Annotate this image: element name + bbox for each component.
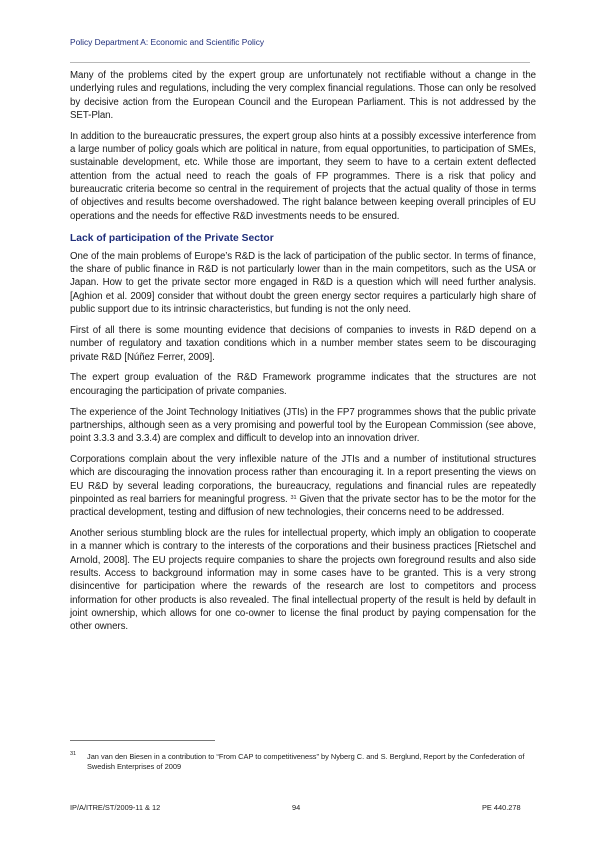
paragraph: The experience of the Joint Technology Initiatives (JTIs) in the FP7 programmes shows that the public private partnerships, although seen as a very promising and powerful tool by the European Commission (see above, point 3.3.3 and 3.3.4) are complex and difficult to develop into an innovation driver.	[70, 406, 536, 445]
footnote	[70, 752, 538, 772]
paragraph-with-footnote	[70, 453, 536, 519]
paragraph-text: Given that the private sector has to be the motor for the practical development, testing and diffusion of new technologies, their concerns need to be addressed.	[70, 493, 536, 519]
paragraph: First of all there is some mounting evidence that decisions of companies to invests in R&D depend on a number of regulatory and taxation conditions which in a number member states seem to be discouraging private R&D [Núñez Ferrer, 2009].	[70, 324, 536, 363]
footnote-text: Jan van den Biesen in a contribution to “From CAP to competitiveness” by Nyberg C. and S. Berglund, Report by the Confederation of Swedish Enterprises of 2009	[87, 752, 525, 771]
main-content	[70, 69, 536, 641]
section-heading: Lack of participation of the Private Sector	[70, 232, 274, 244]
page-number: 94	[292, 803, 301, 812]
paragraph: Many of the problems cited by the expert group are unfortunately not rectifiable without a change in the underlying rules and regulations, including the very complex financial regulations. Those can only be resolved by decisive action from the European Council and the European Parliament. This is not addressed by the SET-Plan.	[70, 70, 536, 121]
header-divider	[70, 62, 530, 63]
paragraph: The expert group evaluation of the R&D Framework programme indicates that the structures are not encouraging the participation of private companies.	[70, 372, 536, 397]
footnote-divider	[70, 740, 215, 741]
paragraph: In addition to the bureaucratic pressures, the expert group also hints at a possibly excessive interference from a large number of policy goals which are political in nature, from equal opportunities, to participation of SMEs, sustainable development, etc. While those are important, they seem to have to a certain extent deflected attention from the actual need to reach the goals of FP programmes. There is a risk that policy and bureaucratic criteria become so central in the requirement of projects that the actual quality of those in terms of objectives and results become overshadowed. The right balance between keeping overall principles of EU operations and the needs for effective R&D investments needs to be ensured.	[70, 130, 536, 222]
paragraph: One of the main problems of Europe’s R&D is the lack of participation of the public sector. In terms of finance, the share of public finance in R&D is not particularly lower than in the main competitors, such as the USA or Japan. How to get the private sector more engaged in R&D is a question which will need further analysis. [Aghion et al. 2009] consider that without doubt the green energy sector requires a particularly high share of public support due to its intrinsic characteristics, but funding is not the only need.	[70, 250, 536, 316]
footnote-marker[interactable]: 31	[290, 494, 297, 501]
paragraph-text: Corporations complain about the very inflexible nature of the JTIs and a number of institutional structures which are discouraging the innovation process rather than encouraging it. In a report presenting the views on EU R&D by several leading corporations, the bureaucracy, regulations and financial rules are repeatedly pinpointed as real barriers for meaningful progress.	[70, 454, 536, 505]
footer-pe-number: PE 440.278	[482, 803, 521, 812]
running-header: Policy Department A: Economic and Scientific Policy	[70, 37, 265, 47]
paragraph: Another serious stumbling block are the rules for intellectual property, which imply an obligation to cooperate in a manner which is contrary to the interests of the corporations and their business practices [Rietschel and Arnold, 2008]. The EU projects require companies to share the projects own foreground results and also side results. Access to background information may in some cases have to be granted. This is a very strong disincentive for participation where the rewards of the research are lost to competitors and process information for other products is also revealed. The final intellectual property of the result is held by default in joint ownership, which allows for one co-owner to license the final product by paying compensation for the other owners.	[70, 528, 536, 633]
footnote-number: 31	[70, 751, 77, 757]
footer-reference: IP/A/ITRE/ST/2009-11 & 12	[70, 803, 161, 812]
